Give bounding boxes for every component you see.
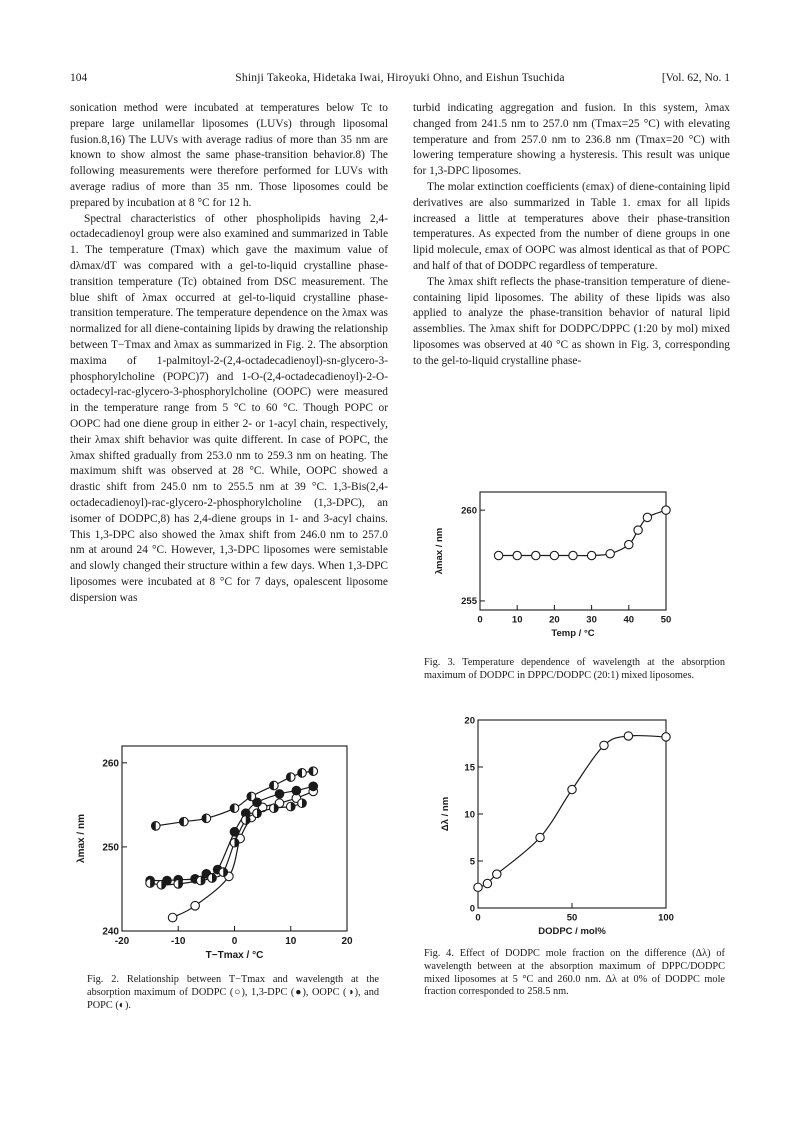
y-tick-label: 240	[102, 926, 119, 938]
data-point	[643, 513, 651, 521]
figure-3-chart	[430, 488, 680, 648]
x-tick-label: 10	[285, 936, 297, 947]
y-tick-label: 260	[102, 758, 119, 770]
y-tick-label: 20	[464, 715, 475, 727]
data-point	[532, 551, 540, 559]
y-tick-label: 0	[469, 903, 475, 915]
data-point	[309, 782, 318, 791]
x-tick-label: 100	[658, 912, 674, 924]
data-point	[292, 786, 301, 795]
y-tick-label: 255	[461, 596, 477, 608]
data-point	[493, 870, 501, 878]
header-volume: [Vol. 62, No. 1	[661, 72, 730, 84]
y-axis-label: Δλ / nm	[440, 796, 451, 832]
header-authors: Shinji Takeoka, Hidetaka Iwai, Hiroyuki Ohno, and Eishun Tsuchida	[235, 72, 565, 84]
x-tick-label: -10	[171, 936, 186, 947]
data-point	[191, 901, 200, 910]
plot-frame	[478, 720, 666, 908]
series-curve	[478, 736, 666, 888]
x-tick-label: 30	[586, 614, 597, 626]
paragraph: Spectral characteristics of other phospholipids having 2,4-octadecadienoyl group were also examined and summarized in Table 1. The temperature (Tmax) which gave the maximum value of dλmax/dT was compared with a gel-to-liquid crystalline phase-transition temperature (Tc) obtained from DSC measurement. The blue shift of λmax occurred at gel-to-liquid crystalline phase-transition temperature. The temperature dependence on the λmax was normalized for all diene-containing lipids by drawing the relationship between T−Tmax and λmax as summarized in Fig. 2. The absorption maxima of 1-palmitoyl-2-(2,4-octadecadienoyl)-sn-glycero-3-phosphorylcholine (POPC)7) and 1-O-(2,4-octadecadienoyl)-2-O-octadecyl-rac-glycero-3-phosphorylcholine (OOPC) were measured in the temperature range from 5 °C to 60 °C. Though POPC or OOPC had one diene group in either 2- or 1-acyl chain, respectively, their λmax shift behavior was quite different. In case of POPC, the λmax shifted gradually from 253.0 nm to 259.3 nm on heating. The maximum shift was observed at 28 °C. While, OOPC showed a drastic shift from 245.0 nm to 255.5 nm at 39 °C. 1,3-Bis(2,4-octadecadienoyl)-rac-glycero-2-phosphorylcholine (1,3-DPC), an isomer of DODPC,8) has 2,4-diene groups in 1- and 3-acyl chains. This 1,3-DPC also showed the λmax shift from 246.0 nm to 257.0 nm at around 24 °C. However, 1,3-DPC liposomes were semistable and slowly changed their structure within a few days. When 1,3-DPC liposomes were incubated at 8 °C for 7 days, opalescent liposome dispersion was	[70, 212, 388, 604]
data-point	[587, 551, 595, 559]
data-point	[569, 551, 577, 559]
data-point	[550, 551, 558, 559]
x-tick-label: 0	[231, 936, 238, 947]
data-point	[536, 833, 544, 841]
data-point	[494, 551, 502, 559]
data-point	[624, 732, 632, 740]
y-tick-label: 250	[102, 842, 119, 854]
x-tick-label: -20	[114, 936, 130, 947]
x-tick-label: 0	[475, 912, 481, 924]
y-tick-label: 15	[464, 762, 475, 774]
x-tick-label: 0	[477, 614, 483, 626]
paragraph: sonication method were incubated at temperatures below Tc to prepare large unilamellar liposomes (LUVs) through liposomal fusion.8,16) The LUVs with average radius of more than 35 nm are known to show almost the same phase-transition behavior.8) The following measurements were therefore performed for LUVs with average radius of more than 35 nm. Those liposomes could be prepared by incubation at 8 °C for 12 h.	[70, 102, 388, 209]
data-point	[513, 551, 521, 559]
x-axis-label: Temp / °C	[551, 628, 595, 639]
data-point	[600, 741, 608, 749]
running-header	[70, 72, 730, 86]
y-tick-label: 10	[464, 809, 475, 821]
x-tick-label: 40	[623, 614, 635, 626]
page-number: 104	[70, 72, 88, 84]
figure-2-caption: Fig. 2. Relationship between T−Tmax and wavelength at the absorption maximum of DODPC (○), 1,3-DPC (●), OOPC (◑), and POPC (◐).	[87, 974, 379, 1011]
x-tick-label: 20	[549, 614, 560, 626]
y-axis-label: λmax / nm	[434, 527, 445, 575]
series-dppc-dodpc	[474, 732, 670, 892]
y-axis-label: λmax / nm	[76, 814, 87, 863]
data-point	[606, 550, 614, 558]
x-tick-label: 50	[660, 614, 672, 626]
figure-2-chart	[70, 738, 370, 966]
data-point	[662, 733, 670, 741]
figure-4-caption: Fig. 4. Effect of DODPC mole fraction on the difference (Δλ) of wavelength between at the absorption maximum of DPPC/DODPC mixed liposomes at 5 °C and 260.0 nm. Δλ at 0% of DODPC mole fraction corresponded to 258.5 nm.	[424, 948, 725, 998]
x-tick-label: 10	[511, 614, 523, 626]
x-axis-label: DODPC / mol%	[538, 926, 606, 937]
data-point	[634, 526, 642, 534]
data-point	[275, 790, 284, 799]
data-point	[625, 540, 633, 548]
left-text-column	[70, 101, 388, 607]
series-dodpc	[494, 506, 670, 560]
figure-3-caption: Fig. 3. Temperature dependence of wavelength at the absorption maximum of DODPC in DPPC/DODPC (20:1) mixed liposomes.	[424, 657, 725, 681]
y-tick-label: 260	[461, 505, 477, 517]
paragraph: The λmax shift reflects the phase-transition temperature of diene-containing lipid liposomes. The ability of these lipids was also applied to analyze the phase-transition behavior of natural lipid assemblies. The λmax shift for DODPC/DPPC (1:20 by mol) mixed liposomes was observed at 40 °C as shown in Fig. 3, corresponding to the gel-to-liquid crystalline phase-	[413, 275, 730, 367]
x-tick-label: 50	[566, 912, 578, 924]
right-text-column	[413, 101, 730, 370]
x-tick-label: 20	[341, 936, 353, 947]
y-tick-label: 5	[469, 856, 475, 868]
data-point	[568, 785, 576, 793]
data-point	[168, 913, 177, 922]
figure-4-chart	[438, 712, 688, 937]
paragraph: The molar extinction coefficients (εmax) of diene-containing lipid derivatives are also summarized in Table 1. εmax for all lipids increased a little at temperatures above their phase-transition temperatures. As expected from the number of diene groups in one lipid molecule, εmax of OOPC was almost identical as that of POPC and half of that of DODPC regardless of temperature.	[413, 180, 730, 272]
data-point	[483, 879, 491, 887]
paragraph: turbid indicating aggregation and fusion. In this system, λmax changed from 241.5 nm to 257.0 nm (Tmax=25 °C) with elevating temperature and from 257.0 nm to 236.8 nm (Tmax=20 °C) with lowering temperature showing a hysteresis. This result was unique for 1,3-DPC liposomes.	[413, 102, 730, 178]
data-point	[662, 506, 670, 514]
x-axis-label: T−Tmax / °C	[205, 950, 264, 961]
data-point	[474, 883, 482, 891]
